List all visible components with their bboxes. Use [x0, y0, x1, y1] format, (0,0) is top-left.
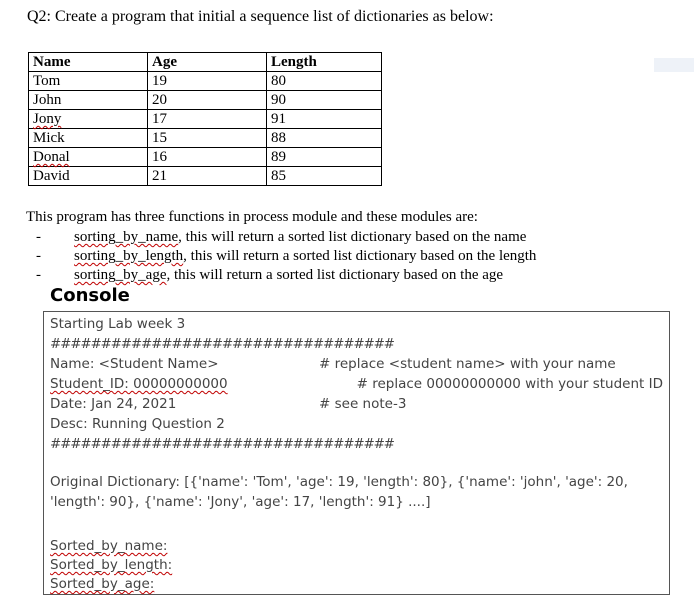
- cell-name: Tom: [29, 72, 148, 91]
- column-header-length: Length: [267, 53, 382, 72]
- sorted-by-length-line: Sorted_by_length:: [50, 557, 173, 573]
- table-row: [29, 148, 382, 167]
- question-heading: Q2: Create a program that initial a sequence list of dictionaries as below:: [27, 8, 494, 25]
- cell-name: Mick: [29, 129, 148, 148]
- console-title: Console: [50, 285, 130, 306]
- name-comment: # replace <student name> with your name: [319, 356, 616, 372]
- cell-name: Donal: [29, 148, 148, 167]
- cell-age: 16: [148, 148, 267, 167]
- function-desc: , this will return a sorted list dictionary based on the length: [183, 248, 537, 264]
- cell-name: Jony: [29, 110, 148, 129]
- table-row: [29, 72, 382, 91]
- table-header-row: [29, 53, 382, 72]
- function-desc: , this will return a sorted list dictionary based on the age: [166, 267, 504, 283]
- table-row: [29, 110, 382, 129]
- cell-name: John: [29, 91, 148, 110]
- sorted-by-age-line: Sorted_by_age:: [50, 576, 155, 592]
- side-tab: [654, 58, 694, 72]
- intro-text: This program has three functions in process module and these modules are:: [26, 209, 478, 225]
- hash-separator: ##################################: [50, 436, 394, 452]
- cell-length: 89: [267, 148, 382, 167]
- cell-age: 17: [148, 110, 267, 129]
- date-comment: # see note-3: [319, 396, 407, 412]
- cell-length: 88: [267, 129, 382, 148]
- cell-length: 80: [267, 72, 382, 91]
- column-header-name: Name: [29, 53, 148, 72]
- student-id-comment: # replace 00000000000 with your student ID: [356, 376, 663, 392]
- student-table: [28, 52, 382, 186]
- function-name: sorting_by_age: [74, 267, 167, 283]
- function-desc: , this will return a sorted list dictionary based on the name: [178, 229, 527, 245]
- table-row: [29, 91, 382, 110]
- desc-line: Desc: Running Question 2: [50, 416, 225, 432]
- cell-name: David: [29, 167, 148, 186]
- original-dictionary: Original Dictionary: [{'name': 'Tom', 'age': 19, 'length': 80}, {'name': 'john', 'age': 20, 'length': 90}, {'name': 'Jony', 'age': 17, 'length': 91} ....]: [50, 474, 628, 510]
- cell-age: 20: [148, 91, 267, 110]
- function-name: sorting_by_length: [74, 248, 184, 264]
- console-output: [43, 311, 670, 595]
- cell-age: 21: [148, 167, 267, 186]
- console-start-line: Starting Lab week 3: [50, 316, 186, 332]
- list-item: - sorting_by_length, this will return a sorted list dictionary based on the length: [36, 248, 537, 264]
- list-item: - sorting_by_name, this will return a sorted list dictionary based on the name: [36, 229, 527, 245]
- function-list: [36, 228, 536, 285]
- cell-age: 19: [148, 72, 267, 91]
- cell-length: 90: [267, 91, 382, 110]
- function-name: sorting_by_name: [74, 229, 179, 245]
- name-line: Name: <Student Name>: [50, 356, 219, 372]
- date-line: Date: Jan 24, 2021: [50, 396, 177, 412]
- list-item: - sorting_by_age, this will return a sorted list dictionary based on the age: [36, 267, 504, 283]
- cell-age: 15: [148, 129, 267, 148]
- hash-separator: ##################################: [50, 336, 394, 352]
- table-row: [29, 129, 382, 148]
- student-id-line: Student_ID: 00000000000: [50, 376, 228, 392]
- cell-length: 91: [267, 110, 382, 129]
- column-header-age: Age: [148, 53, 267, 72]
- sorted-by-name-line: Sorted_by_name:: [50, 538, 168, 554]
- table-row: [29, 167, 382, 186]
- cell-length: 85: [267, 167, 382, 186]
